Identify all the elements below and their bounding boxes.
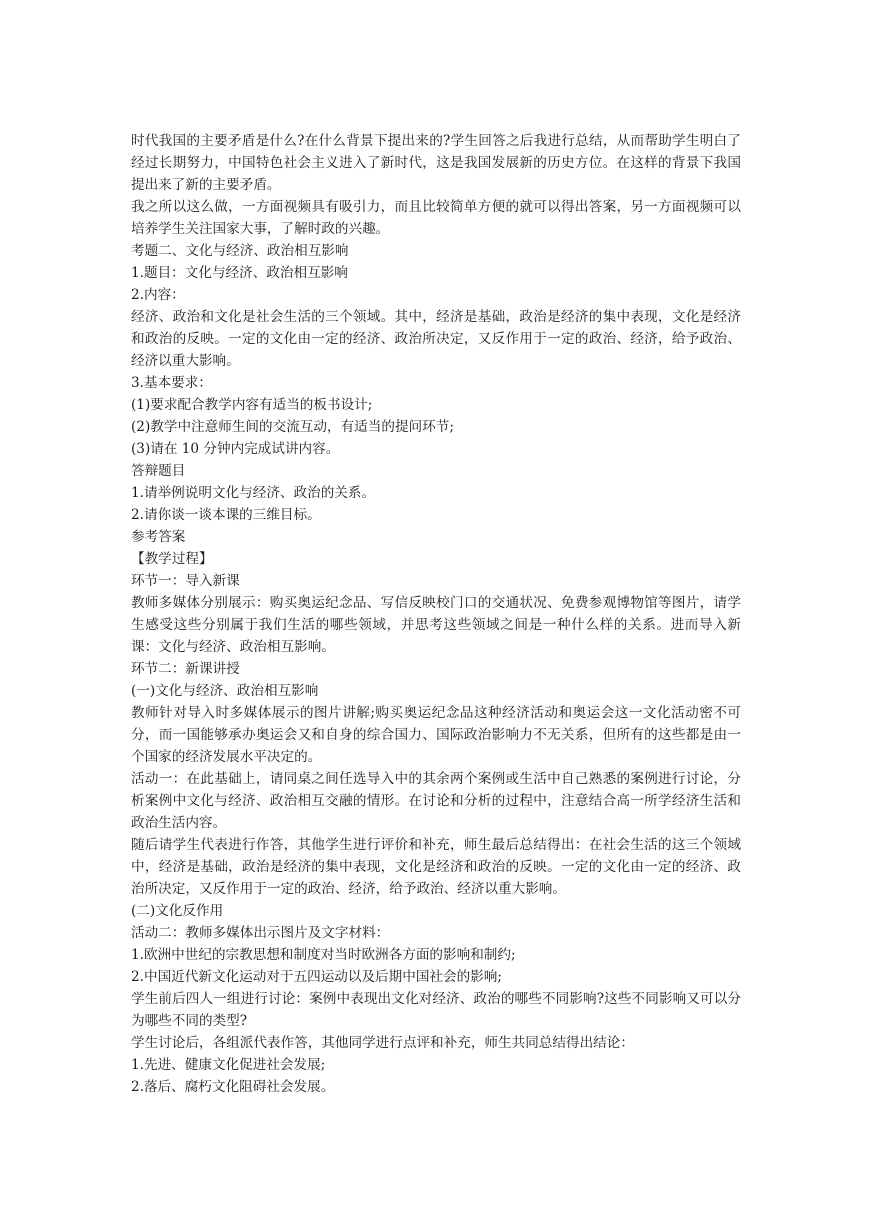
- material-2: 2.中国近代新文化运动对于五四运动以及后期中国社会的影响;: [131, 969, 502, 985]
- document-body: [131, 130, 741, 1098]
- paragraph-content: 经济、政治和文化是社会生活的三个领域。其中，经济是基础，政治是经济的集中表现，文化是经济和政治的反映。一定的文化由一定的经济、政治所决定，又反作用于一定的政治、经济，给予政治、经济以重大影响。: [131, 309, 741, 369]
- conclusion-1: 1.先进、健康文化促进社会发展;: [131, 1057, 326, 1073]
- heading-step-two: 环节二：新课讲授: [131, 661, 240, 677]
- requirement-1: (1)要求配合教学内容有适当的板书设计;: [131, 397, 373, 413]
- heading-defense-questions: 答辩题目: [131, 463, 186, 479]
- defense-question-2: 2.请你谈一谈本课的三维目标。: [131, 507, 321, 523]
- conclusion-2: 2.落后、腐朽文化阻碍社会发展。: [131, 1079, 335, 1095]
- requirement-3: (3)请在 10 分钟内完成试讲内容。: [131, 441, 340, 457]
- item-requirements-label: 3.基本要求：: [131, 375, 212, 391]
- heading-exam-topic-two: 考题二、文化与经济、政治相互影响: [131, 243, 349, 259]
- paragraph-summary-one: 随后请学生代表进行作答，其他学生进行评价和补充，师生最后总结得出：在社会生活的这三个领域中，经济是基础，政治是经济的集中表现，文化是经济和政治的反映。一定的文化由一定的经济、政治所决定，又反作用于一定的政治、经济，给予政治、经济以重大影响。: [131, 837, 741, 897]
- heading-step-one: 环节一：导入新课: [131, 573, 240, 589]
- paragraph-activity-two: 活动二：教师多媒体出示图片及文字材料：: [131, 925, 390, 941]
- paragraph-teacher-explanation: 教师针对导入时多媒体展示的图片讲解;购买奥运纪念品这种经济活动和奥运会这一文化活动密不可分，而一国能够承办奥运会又和自身的综合国力、国际政治影响力不无关系，但所有的这些都是由一个国家的经济发展水平决定的。: [131, 705, 741, 765]
- paragraph-step-one: 教师多媒体分别展示：购买奥运纪念品、写信反映校门口的交通状况、免费参观博物馆等图片，请学生感受这些分别属于我们生活的哪些领域，并思考这些领域之间是一种什么样的关系。进而导入新课：文化与经济、政治相互影响。: [131, 595, 741, 655]
- subheading-part-two: (二)文化反作用: [131, 903, 224, 919]
- item-title: 1.题目：文化与经济、政治相互影响: [131, 265, 348, 281]
- requirement-2: (2)教学中注意师生间的交流互动，有适当的提问环节;: [131, 419, 454, 435]
- paragraph-group-discussion: 学生前后四人一组进行讨论：案例中表现出文化对经济、政治的哪些不同影响?这些不同影响又可以分为哪些不同的类型?: [131, 991, 741, 1029]
- paragraph-main-contradiction: 时代我国的主要矛盾是什么?在什么背景下提出来的?学生回答之后我进行总结，从而帮助学生明白了经过长期努力，中国特色社会主义进入了新时代，这是我国发展新的历史方位。在这样的背景下我国提出来了新的主要矛盾。: [131, 133, 741, 193]
- material-1: 1.欧洲中世纪的宗教思想和制度对当时欧洲各方面的影响和制约;: [131, 947, 516, 963]
- paragraph-conclusion-intro: 学生讨论后，各组派代表作答，其他同学进行点评和补充，师生共同总结得出结论：: [131, 1035, 634, 1051]
- defense-question-1: 1.请举例说明文化与经济、政治的关系。: [131, 485, 376, 501]
- item-content-label: 2.内容：: [131, 287, 185, 303]
- heading-reference-answer: 参考答案: [131, 529, 186, 545]
- subheading-part-one: (一)文化与经济、政治相互影响: [131, 683, 319, 699]
- heading-teaching-process: 【教学过程】: [131, 551, 213, 567]
- paragraph-activity-one: 活动一：在此基础上，请同桌之间任选导入中的其余两个案例或生活中自己熟悉的案例进行讨论，分析案例中文化与经济、政治相互交融的情形。在讨论和分析的过程中，注意结合高一所学经济生活和政治生活内容。: [131, 771, 741, 831]
- paragraph-video-reason: 我之所以这么做，一方面视频具有吸引力，而且比较简单方便的就可以得出答案，另一方面视频可以培养学生关注国家大事，了解时政的兴趣。: [131, 199, 741, 237]
